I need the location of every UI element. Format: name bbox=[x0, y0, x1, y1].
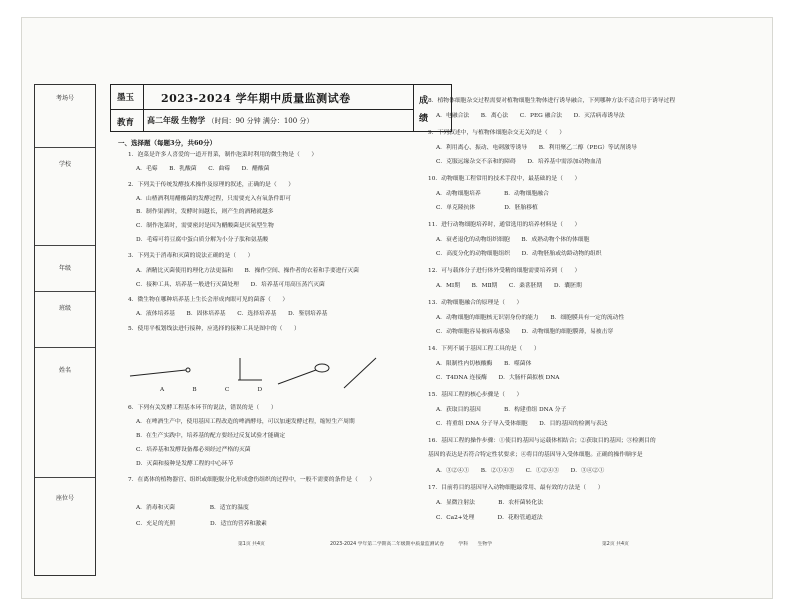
question-line: 15．基因工程的核心步骤是（ ） bbox=[428, 392, 523, 398]
option-line: C．高度分化的动物细胞组织 D．动物胚胎或幼龄动物的组织 bbox=[436, 251, 602, 257]
school-label: 学校 bbox=[58, 161, 71, 168]
section-heading: 一、选择题（每题3分，共60分） bbox=[118, 139, 217, 147]
option-line: A．衰老退化的动物组织细胞 B．成熟动物个体的体细胞 bbox=[436, 237, 590, 243]
question-line: 5．使用平板划线法进行接种，应选择的接种工具是图中的（ ） bbox=[128, 326, 300, 332]
tool-d-needle bbox=[344, 358, 376, 388]
option-line: C．T4DNA 连接酶 D．大肠杆菌拟核 DNA bbox=[436, 375, 560, 381]
question-line: 基因的表达是否符合特定性状要求；④将目的基因导入受体细胞。正确的操作顺序是 bbox=[428, 452, 643, 458]
tool-a-needle bbox=[130, 370, 186, 376]
option-line: A．毛霉 B．乳酸菌 C．曲霉 D．醋酸菌 bbox=[136, 166, 270, 172]
class-label: 班级 bbox=[58, 305, 71, 312]
question-line: 2．下列关于传统发酵技术操作及原理的叙述，正确的是（ ） bbox=[128, 182, 295, 188]
option-line: A．酒精比灭菌使用的理化方法更温和 B．操作空间、操作者的衣着和手要进行灭菌 bbox=[136, 268, 359, 274]
option-line: A．③②④① B．②①④③ C．①②④③ D．③④②① bbox=[436, 468, 605, 474]
question-line: 4．微生物在哪种培养基上生长会形成肉眼可见的菌落（ ） bbox=[128, 297, 289, 303]
option-line: C．接种工具、培养基一般进行灭菌处理 D．培养基可用高压蒸汽灭菌 bbox=[136, 282, 325, 288]
exam-room-label: 考场号 bbox=[55, 95, 74, 102]
grade-label: 年级 bbox=[58, 265, 71, 272]
option-line: A．电融合法 B．离心法 C．PEG 融合法 D．灭活病毒诱导法 bbox=[436, 113, 625, 119]
option-line: D．灭菌和接种是发酵工程的中心环节 bbox=[136, 461, 234, 467]
question-line: 9．下列叙述中，与植物体细胞杂交无关的是（ ） bbox=[428, 130, 566, 136]
seat-number-label: 座位号 bbox=[55, 495, 74, 502]
option-line: A．液体培养基 B．固体培养基 C．选择培养基 D．鉴别培养基 bbox=[136, 311, 328, 317]
score-label-1: 成 bbox=[419, 96, 429, 106]
option-line: B．在生产实践中，培养基的配方要经过反复试验才能确定 bbox=[136, 433, 286, 439]
option-line: C．充足的光照 D．适宜的营养和激素 bbox=[136, 521, 267, 527]
option-line: A．MⅠ期 B．MⅡ期 C．桑葚胚期 D．囊胚期 bbox=[436, 283, 582, 289]
exam-header bbox=[110, 84, 452, 132]
footer-right-page: 第2页 共4页 bbox=[602, 542, 629, 547]
tool-a-tip bbox=[186, 368, 190, 372]
option-line: A．显微注射法 B．农杆菌转化法 bbox=[436, 500, 543, 506]
footer-center: 2023-2024 学年第二学期高二年级期中质量监测试卷 学科 生物学 bbox=[330, 542, 492, 547]
question-line: 3．下列关于消毒和灭菌的说法正确的是（ ） bbox=[128, 253, 254, 259]
option-line: C．克服远缘杂交不亲和的障碍 D．培养基中需添加动物血清 bbox=[436, 159, 602, 165]
brand-top: 墨玉 bbox=[117, 93, 135, 103]
option-line: D．毛霉可将豆腐中蛋白质分解为小分子肽和氨基酸 bbox=[136, 237, 269, 243]
tool-c-loop bbox=[315, 364, 329, 372]
option-line: B．制作果酒时，发酵时间越长，则产生的酒精就越多 bbox=[136, 209, 274, 215]
footer-left-page: 第1页 共4页 bbox=[238, 542, 265, 547]
tool-b-spreader bbox=[240, 358, 262, 380]
student-info-strip bbox=[34, 84, 96, 576]
subject-text: 生物学 bbox=[181, 115, 206, 125]
grade-text: 高二年级 bbox=[147, 115, 179, 125]
time-score-meta: （时间：90 分钟 满分：100 分） bbox=[207, 117, 314, 125]
brand-bottom: 教育 bbox=[117, 118, 135, 128]
question-line: 10．动物细胞工程常用的技术手段中，最基础的是（ ） bbox=[428, 176, 581, 182]
question-line: 6．下列有关发酵工程基本环节的说法，错误的是（ ） bbox=[128, 405, 277, 411]
option-line: C．单克隆抗体 D．胚胎移植 bbox=[436, 205, 538, 211]
grade-subject-line bbox=[147, 115, 313, 126]
question-line: 11．进行动物细胞培养时，通常选用的培养材料是（ ） bbox=[428, 222, 581, 228]
option-line: C．培养基和发酵设备都必须经过严格的灭菌 bbox=[136, 447, 251, 453]
score-label-2: 绩 bbox=[419, 114, 429, 124]
option-line: C．制作泡菜时，需要密封是因为醋酸菌是厌氧型生物 bbox=[136, 223, 274, 229]
option-line: A．消毒和灭菌 B．适宜的温度 bbox=[136, 505, 249, 511]
option-line: C．将重组 DNA 分子导入受体细胞 D．目的基因的检测与表达 bbox=[436, 421, 608, 427]
exam-title: 2023-2024 学年期中质量监测试卷 bbox=[161, 92, 351, 105]
question-line: 1．泡菜是许多人喜爱的一道开胃菜，制作泡菜时利用的微生物是（ ） bbox=[128, 152, 318, 158]
option-line: A．利用离心、振动、电刺激等诱导 B．利用聚乙二醇（PEG）等试剂诱导 bbox=[436, 145, 637, 151]
option-line: A．山楂酒利用醋酸菌的发酵过程，只需要充入有氧条件即可 bbox=[136, 196, 291, 202]
option-line: A．在啤酒生产中，使用基因工程改造的啤酒酵母，可以加速发酵过程，缩短生产周期 bbox=[136, 419, 355, 425]
question-line: 7．在离体的植物器官、组织或细胞脱分化形成愈伤组织的过程中，一般不需要的条件是（ ） bbox=[128, 477, 376, 483]
question-line: 12．可与载体分子进行体外受精的细胞需要培养到（ ） bbox=[428, 268, 581, 274]
tool-c-loop-handle bbox=[278, 370, 316, 384]
option-line: A．限制性内切核酸酶 B．噬菌体 bbox=[436, 361, 532, 367]
question-line: 13．动物细胞融合的原理是（ ） bbox=[428, 300, 523, 306]
name-label: 姓名 bbox=[58, 367, 71, 374]
option-line: C．Ca2+处理 D．花粉管通道法 bbox=[436, 515, 543, 521]
option-line: A．动物细胞培养 B．动物细胞融合 bbox=[436, 191, 549, 197]
question-line: 16．基因工程的操作步骤：①使目的基因与运载体相结合；②获取目的基因；③检测目的 bbox=[428, 438, 656, 444]
option-line: A．动物细胞的细胞核无识别身份的能力 B．细胞膜具有一定的流动性 bbox=[436, 315, 625, 321]
question-line: 14．下列不属于基因工程工具的是（ ） bbox=[428, 346, 540, 352]
figure-option-labels: A B C D bbox=[160, 387, 264, 393]
question-line: 8．植物体细胞杂交过程需要对植物细胞生物体进行诱导融合，下列哪种方法不适合用于诱导过程 bbox=[428, 98, 676, 104]
option-line: A．获取目的基因 B．构建重组 DNA 分子 bbox=[436, 407, 567, 413]
question-line: 17．目前将目的基因导入动物细胞最常用、最有效的方法是（ ） bbox=[428, 485, 604, 491]
option-line: C．动物细胞容易被病毒感染 D．动物细胞的细胞膜薄，易被击穿 bbox=[436, 329, 614, 335]
